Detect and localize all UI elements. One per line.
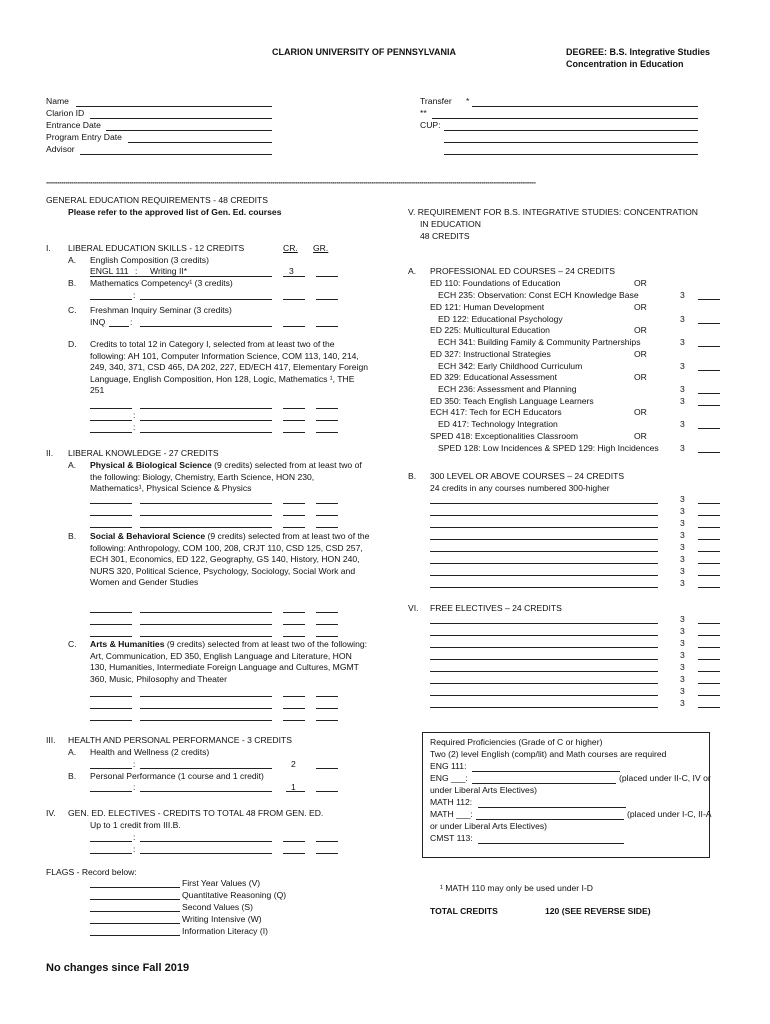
ii-c-text: [90, 639, 370, 685]
i-a-letter: A.: [68, 255, 77, 265]
ii-c-title-3[interactable]: [140, 720, 272, 721]
i-d-title-3[interactable]: [140, 432, 272, 433]
ii-c-cr-1[interactable]: [283, 696, 305, 697]
iii-a-text: Health and Wellness (2 credits): [90, 747, 210, 757]
ii-a-desc: (9 credits) selected from at least two of the following: Biology, Chemistry, Earth Science, HON 230, Mathematics¹, Physical Science & Physics: [90, 460, 362, 494]
v-b-title: 300 LEVEL OR ABOVE COURSES – 24 CREDITS: [430, 471, 625, 481]
section-vi-num: VI.: [408, 603, 419, 613]
math-cr-line[interactable]: [283, 299, 305, 300]
course-6-option-1: ECH 417: Tech for ECH Educators: [430, 407, 562, 417]
ii-a-bold: Physical & Biological Science: [90, 460, 212, 470]
prof-title: Required Proficiencies (Grade of C or higher): [430, 737, 603, 747]
name-label: Name: [46, 96, 69, 106]
ii-a-gr-1[interactable]: [316, 503, 338, 504]
ii-a-title-1[interactable]: [140, 503, 272, 504]
elective-grade-5[interactable]: [698, 683, 720, 684]
elective-line-1[interactable]: [430, 635, 658, 636]
clarion-id-label: Clarion ID: [46, 108, 85, 118]
course-3-option-2: ECH 342: Early Childhood Curriculum: [438, 360, 583, 371]
math-title-line[interactable]: [140, 299, 272, 300]
advisor-label: Advisor: [46, 144, 75, 154]
upper-grade-7[interactable]: [698, 587, 720, 588]
flag-line-0[interactable]: [90, 887, 180, 888]
program-entry-label: Program Entry Date: [46, 132, 122, 142]
course-3-credits: 3: [680, 360, 685, 371]
elective-line-6[interactable]: [430, 695, 658, 696]
ii-b-course-1[interactable]: [90, 612, 132, 613]
elective-credits-4: 3: [680, 662, 685, 672]
iii-a-title[interactable]: [140, 768, 272, 769]
elective-line-5[interactable]: [430, 683, 658, 684]
iii-b-text: Personal Performance (1 course and 1 credit): [90, 771, 264, 781]
ii-c-title-1[interactable]: [140, 696, 272, 697]
elective-grade-7[interactable]: [698, 707, 720, 708]
upper-grade-6[interactable]: [698, 575, 720, 576]
gr-header: GR.: [313, 243, 329, 253]
footnote: ¹ MATH 110 may only be used under I-D: [440, 883, 593, 893]
i-d-cr-2[interactable]: [283, 420, 305, 421]
upper-credits-4: 3: [680, 542, 685, 552]
math-course-line[interactable]: [90, 299, 132, 300]
cup-field[interactable]: [444, 130, 698, 131]
flag-label-0: First Year Values (V): [182, 878, 261, 888]
ii-a-cr-2[interactable]: [283, 515, 305, 516]
course-4-or: OR: [634, 372, 647, 382]
iv-gr-2[interactable]: [316, 853, 338, 854]
upper-course-line-6[interactable]: [430, 575, 658, 576]
ii-b-course-3[interactable]: [90, 636, 132, 637]
eng111-label: ENG 111:: [430, 761, 467, 771]
iii-b-title[interactable]: [140, 791, 272, 792]
ii-b-desc: (9 credits) selected from at least two of the following: Anthropology, COM 100, 208, CRJT 110, CSD 125, CSD 257, ECH 301, Economics, ED 122, Geography, GS 140, History, HON 240, NURS 320, Political Science, Psychology, Sociology, Social Work and Women and Gender Studies: [90, 531, 370, 588]
upper-grade-2[interactable]: [698, 527, 720, 528]
i-b-text: Mathematics Competency¹ (3 credits): [90, 278, 233, 288]
ii-b-cr-1[interactable]: [283, 612, 305, 613]
v-a-letter: A.: [408, 266, 417, 276]
i-d-gr-2[interactable]: [316, 420, 338, 421]
course-7-grade[interactable]: [698, 452, 720, 453]
upper-credits-5: 3: [680, 554, 685, 564]
gen-ed-title: GENERAL EDUCATION REQUIREMENTS - 48 CREDITS: [46, 195, 269, 205]
i-d-colon-3: :: [133, 422, 136, 432]
section-iv-num: IV.: [46, 808, 56, 818]
i-d-title-1[interactable]: [140, 408, 272, 409]
transfer-field[interactable]: [472, 106, 698, 107]
i-d-course-2[interactable]: [90, 420, 132, 421]
elective-grade-0[interactable]: [698, 623, 720, 624]
upper-course-line-4[interactable]: [430, 551, 658, 552]
ii-a-cr-3[interactable]: [283, 527, 305, 528]
ii-c-bold: Arts & Humanities: [90, 639, 165, 649]
flag-label-2: Second Values (S): [182, 902, 254, 912]
course-7-credits: 3: [680, 442, 685, 453]
eng111-field[interactable]: [472, 771, 620, 772]
section-ii-num: II.: [46, 448, 54, 458]
university-title: CLARION UNIVERSITY OF PENNSYLVANIA: [272, 47, 457, 57]
course-0-or: OR: [634, 278, 647, 288]
elective-credits-1: 3: [680, 626, 685, 636]
elective-line-7[interactable]: [430, 707, 658, 708]
inq-label: INQ: [90, 317, 106, 327]
ii-a-letter: A.: [68, 460, 77, 470]
iii-b-letter: B.: [68, 771, 77, 781]
iii-b-cr[interactable]: [286, 791, 305, 792]
i-d-course-3[interactable]: [90, 432, 132, 433]
section-v-title-2: IN EDUCATION: [420, 219, 481, 229]
elective-credits-0: 3: [680, 614, 685, 624]
i-c-text: Freshman Inquiry Seminar (3 credits): [90, 305, 232, 315]
section-iii-title: HEALTH AND PERSONAL PERFORMANCE - 3 CREDITS: [68, 735, 292, 745]
engl-colon: :: [135, 266, 138, 276]
engl-line[interactable]: [90, 276, 272, 277]
math-field[interactable]: [476, 819, 624, 820]
iii-a-gr[interactable]: [316, 768, 338, 769]
iii-a-colon: :: [133, 759, 136, 769]
inq-gr-line[interactable]: [316, 326, 338, 327]
ii-c-letter: C.: [68, 639, 77, 649]
upper-credits-7: 3: [680, 578, 685, 588]
v-a-title: PROFESSIONAL ED COURSES – 24 CREDITS: [430, 266, 615, 276]
course-5-grade[interactable]: [698, 405, 720, 406]
course-5-option-1: ED 350: Teach English Language Learners: [430, 395, 594, 406]
iv-cr-2[interactable]: [283, 853, 305, 854]
ii-c-cr-2[interactable]: [283, 708, 305, 709]
flags-title: FLAGS - Record below:: [46, 867, 137, 877]
iv-course-2[interactable]: [90, 853, 132, 854]
engl-course: ENGL 111: [90, 266, 129, 276]
elective-credits-5: 3: [680, 674, 685, 684]
course-4-option-2: ECH 236: Assessment and Planning: [438, 384, 577, 394]
cup-field-3[interactable]: [444, 154, 698, 155]
eng-field[interactable]: [472, 783, 616, 784]
elective-credits-7: 3: [680, 698, 685, 708]
course-6-grade[interactable]: [698, 428, 720, 429]
elective-grade-3[interactable]: [698, 659, 720, 660]
course-1-grade[interactable]: [698, 323, 720, 324]
ii-b-gr-3[interactable]: [316, 636, 338, 637]
double-star-label: **: [420, 108, 427, 118]
course-3-or: OR: [634, 348, 647, 359]
advisor-field[interactable]: [80, 154, 272, 155]
prof-sub: Two (2) level English (comp/lit) and Math courses are required: [430, 749, 667, 759]
i-a-text: English Composition (3 credits): [90, 255, 209, 265]
course-1-option-1: ED 121: Human Development: [430, 301, 545, 312]
course-2-credits: 3: [680, 337, 685, 347]
elective-grade-6[interactable]: [698, 695, 720, 696]
cmst-label: CMST 113:: [430, 833, 473, 843]
section-i-num: I.: [46, 243, 51, 253]
engl-credits: 3: [289, 266, 294, 276]
section-iv-sub: Up to 1 credit from III.B.: [90, 820, 181, 830]
inq-colon: :: [130, 317, 133, 327]
course-6-or: OR: [634, 407, 647, 417]
ii-c-course-3[interactable]: [90, 720, 132, 721]
concentration-title: Concentration in Education: [566, 59, 684, 69]
course-0-credits: 3: [680, 290, 685, 300]
iv-title-1[interactable]: [140, 841, 272, 842]
ii-c-desc: (9 credits) selected from at least two of the following: Art, Communication, ED 350, English Language and Literature, HON 130, Humanities, Intermediate Foreign Language and Cultures, MGMT 360, Music, Philosophy and Theater: [90, 639, 368, 684]
section-v-credits: 48 CREDITS: [420, 231, 470, 241]
i-d-text: Credits to total 12 in Category I, selected from at least two of the following: AH 101, Computer Information Science, COM 113, 140, 214, 249, 340, 371, CSD 465, DA 202, 227, ED/ECH 417, Elementary Foreign Language, English Composition, Hon 128, Logic, Mathematics ¹, THE 251: [90, 339, 369, 396]
elective-line-4[interactable]: [430, 671, 658, 672]
flag-line-2[interactable]: [90, 911, 180, 912]
flag-label-1: Quantitative Reasoning (Q): [182, 890, 287, 900]
upper-credits-2: 3: [680, 518, 685, 528]
clarion-id-field[interactable]: [90, 118, 272, 119]
course-5-credits: 3: [680, 395, 685, 406]
ii-a-course-1[interactable]: [90, 503, 132, 504]
iii-b-credits: 1: [291, 782, 296, 792]
v-b-letter: B.: [408, 471, 417, 481]
cmst-field[interactable]: [478, 843, 624, 844]
degree-title: DEGREE: B.S. Integrative Studies: [566, 47, 711, 57]
math-colon: :: [133, 290, 136, 300]
eng-note-2: under Liberal Arts Electives): [430, 785, 537, 795]
elective-credits-3: 3: [680, 650, 685, 660]
transfer-label: Transfer: [420, 96, 452, 106]
upper-course-line-5[interactable]: [430, 563, 658, 564]
course-0-option-1: ED 110: Foundations of Education: [430, 278, 561, 288]
ii-a-gr-3[interactable]: [316, 527, 338, 528]
ii-b-title-3[interactable]: [140, 636, 272, 637]
course-3-grade[interactable]: [698, 370, 720, 371]
ii-c-gr-1[interactable]: [316, 696, 338, 697]
inq-title-line[interactable]: [140, 326, 272, 327]
ii-a-gr-2[interactable]: [316, 515, 338, 516]
course-2-option-1: ED 225: Multicultural Education: [430, 325, 550, 335]
ii-b-letter: B.: [68, 531, 77, 541]
ii-c-title-2[interactable]: [140, 708, 272, 709]
cr-header: CR.: [283, 243, 298, 253]
iii-b-gr[interactable]: [316, 791, 338, 792]
transfer-field-2[interactable]: [432, 118, 698, 119]
iii-b-course[interactable]: [90, 791, 132, 792]
iv-colon-1: :: [133, 832, 136, 842]
flag-line-3[interactable]: [90, 923, 180, 924]
i-d-cr-1[interactable]: [283, 408, 305, 409]
elective-grade-4[interactable]: [698, 671, 720, 672]
course-0-grade[interactable]: [698, 299, 720, 300]
course-2-or: OR: [634, 325, 647, 335]
elective-line-0[interactable]: [430, 623, 658, 624]
writing-ii: Writing II*: [150, 266, 188, 276]
course-2-option-2: ECH 341: Building Family & Community Partnerships: [438, 337, 641, 347]
i-b-letter: B.: [68, 278, 77, 288]
iv-colon-2: :: [133, 844, 136, 854]
upper-grade-1[interactable]: [698, 515, 720, 516]
ii-c-course-1[interactable]: [90, 696, 132, 697]
upper-credits-0: 3: [680, 494, 685, 504]
ii-b-cr-3[interactable]: [283, 636, 305, 637]
course-7-or: OR: [634, 430, 647, 441]
transfer-star: *: [466, 96, 470, 106]
ii-c-course-2[interactable]: [90, 708, 132, 709]
math112-field[interactable]: [478, 807, 626, 808]
course-7-option-2: SPED 128: Low Incidences & SPED 129: High Incidences: [438, 442, 659, 453]
elective-grade-2[interactable]: [698, 647, 720, 648]
separator-stars: *************************************************************************************************************************************************************************************************************************************************************: [46, 182, 536, 188]
section-v-title: V. REQUIREMENT FOR B.S. INTEGRATIVE STUDIES: CONCENTRATION: [408, 207, 698, 217]
course-7-option-1: SPED 418: Exceptionalities Classroom: [430, 430, 579, 441]
elective-credits-2: 3: [680, 638, 685, 648]
ii-b-text: [90, 531, 370, 589]
ii-b-gr-2[interactable]: [316, 624, 338, 625]
name-field[interactable]: [76, 106, 272, 107]
section-iii-num: III.: [46, 735, 56, 745]
elective-line-2[interactable]: [430, 647, 658, 648]
footer-note: No changes since Fall 2019: [46, 962, 190, 974]
ii-a-title-2[interactable]: [140, 515, 272, 516]
course-1-or: OR: [634, 301, 647, 312]
course-4-option-1: ED 329: Educational Assessment: [430, 372, 558, 382]
ii-b-cr-2[interactable]: [283, 624, 305, 625]
elective-grade-1[interactable]: [698, 635, 720, 636]
upper-grade-5[interactable]: [698, 563, 720, 564]
upper-course-line-7[interactable]: [430, 587, 658, 588]
i-c-letter: C.: [68, 305, 77, 315]
upper-grade-4[interactable]: [698, 551, 720, 552]
i-d-title-2[interactable]: [140, 420, 272, 421]
elective-credits-6: 3: [680, 686, 685, 696]
iii-b-colon: :: [133, 782, 136, 792]
upper-course-line-2[interactable]: [430, 527, 658, 528]
flag-label-4: Information Literacy (I): [182, 926, 268, 936]
total-credits-label: TOTAL CREDITS: [430, 906, 498, 916]
course-3-option-1: ED 327: Instructional Strategies: [430, 348, 551, 359]
i-d-gr-3[interactable]: [316, 432, 338, 433]
iv-gr-1[interactable]: [316, 841, 338, 842]
course-4-credits: 3: [680, 384, 685, 394]
iii-a-course[interactable]: [90, 768, 132, 769]
engl-cr-line[interactable]: [283, 276, 305, 277]
inq-number-line[interactable]: [109, 326, 129, 327]
flag-line-1[interactable]: [90, 899, 180, 900]
iv-cr-1[interactable]: [283, 841, 305, 842]
engl-gr-line[interactable]: [316, 276, 338, 277]
ii-c-cr-3[interactable]: [283, 720, 305, 721]
upper-course-line-1[interactable]: [430, 515, 658, 516]
course-2-grade[interactable]: [698, 346, 720, 347]
upper-credits-1: 3: [680, 506, 685, 516]
flag-label-3: Writing Intensive (W): [182, 914, 262, 924]
cup-field-2[interactable]: [444, 142, 698, 143]
section-i-title: LIBERAL EDUCATION SKILLS - 12 CREDITS: [68, 243, 245, 253]
course-6-credits: 3: [680, 419, 685, 429]
ii-b-gr-1[interactable]: [316, 612, 338, 613]
upper-course-line-0[interactable]: [430, 503, 658, 504]
entrance-date-label: Entrance Date: [46, 120, 101, 130]
course-0-option-2: ECH 235: Observation: Const ECH Knowledge Base: [438, 290, 639, 300]
course-1-credits: 3: [680, 313, 685, 324]
entrance-date-field[interactable]: [106, 130, 272, 131]
iv-course-1[interactable]: [90, 841, 132, 842]
ii-b-bold: Social & Behavioral Science: [90, 531, 206, 541]
ii-a-title-3[interactable]: [140, 527, 272, 528]
program-entry-field[interactable]: [128, 142, 272, 143]
eng-label: ENG ___:: [430, 773, 468, 783]
upper-grade-0[interactable]: [698, 503, 720, 504]
i-d-letter: D.: [68, 339, 77, 349]
math-label: MATH ___:: [430, 809, 473, 819]
ii-a-cr-1[interactable]: [283, 503, 305, 504]
course-4-grade[interactable]: [698, 393, 720, 394]
section-vi-title: FREE ELECTIVES – 24 CREDITS: [430, 603, 562, 613]
ii-a-course-2[interactable]: [90, 515, 132, 516]
ii-a-text: [90, 460, 370, 495]
ii-b-course-2[interactable]: [90, 624, 132, 625]
inq-cr-line[interactable]: [283, 326, 305, 327]
i-d-course-1[interactable]: [90, 408, 132, 409]
ii-b-title-1[interactable]: [140, 612, 272, 613]
total-credits-value: 120 (SEE REVERSE SIDE): [545, 906, 651, 916]
ii-b-title-2[interactable]: [140, 624, 272, 625]
v-b-sub: 24 credits in any courses numbered 300-higher: [430, 483, 610, 493]
math-note: (placed under I-C, II-A: [627, 809, 712, 819]
eng-note: (placed under II-C, IV or: [619, 773, 711, 783]
i-d-colon-2: :: [133, 410, 136, 420]
math-gr-line[interactable]: [316, 299, 338, 300]
course-1-option-2: ED 122: Educational Psychology: [438, 313, 563, 324]
section-iv-title: GEN. ED. ELECTIVES - CREDITS TO TOTAL 48 FROM GEN. ED.: [68, 808, 324, 818]
math-note-2: or under Liberal Arts Electives): [430, 821, 548, 831]
ii-c-gr-2[interactable]: [316, 708, 338, 709]
upper-course-line-3[interactable]: [430, 539, 658, 540]
upper-credits-6: 3: [680, 566, 685, 576]
upper-grade-3[interactable]: [698, 539, 720, 540]
section-ii-title: LIBERAL KNOWLEDGE - 27 CREDITS: [68, 448, 219, 458]
flag-line-4[interactable]: [90, 935, 180, 936]
i-d-gr-1[interactable]: [316, 408, 338, 409]
cup-label: CUP:: [420, 120, 441, 130]
iii-a-credits: 2: [291, 759, 296, 769]
gen-ed-note: Please refer to the approved list of Gen. Ed. courses: [68, 207, 282, 217]
course-6-option-2: ED 417: Technology Integration: [438, 419, 558, 429]
i-d-cr-3[interactable]: [283, 432, 305, 433]
upper-credits-3: 3: [680, 530, 685, 540]
math112-label: MATH 112:: [430, 797, 473, 807]
elective-line-3[interactable]: [430, 659, 658, 660]
iv-title-2[interactable]: [140, 853, 272, 854]
iii-a-letter: A.: [68, 747, 77, 757]
ii-c-gr-3[interactable]: [316, 720, 338, 721]
ii-a-course-3[interactable]: [90, 527, 132, 528]
